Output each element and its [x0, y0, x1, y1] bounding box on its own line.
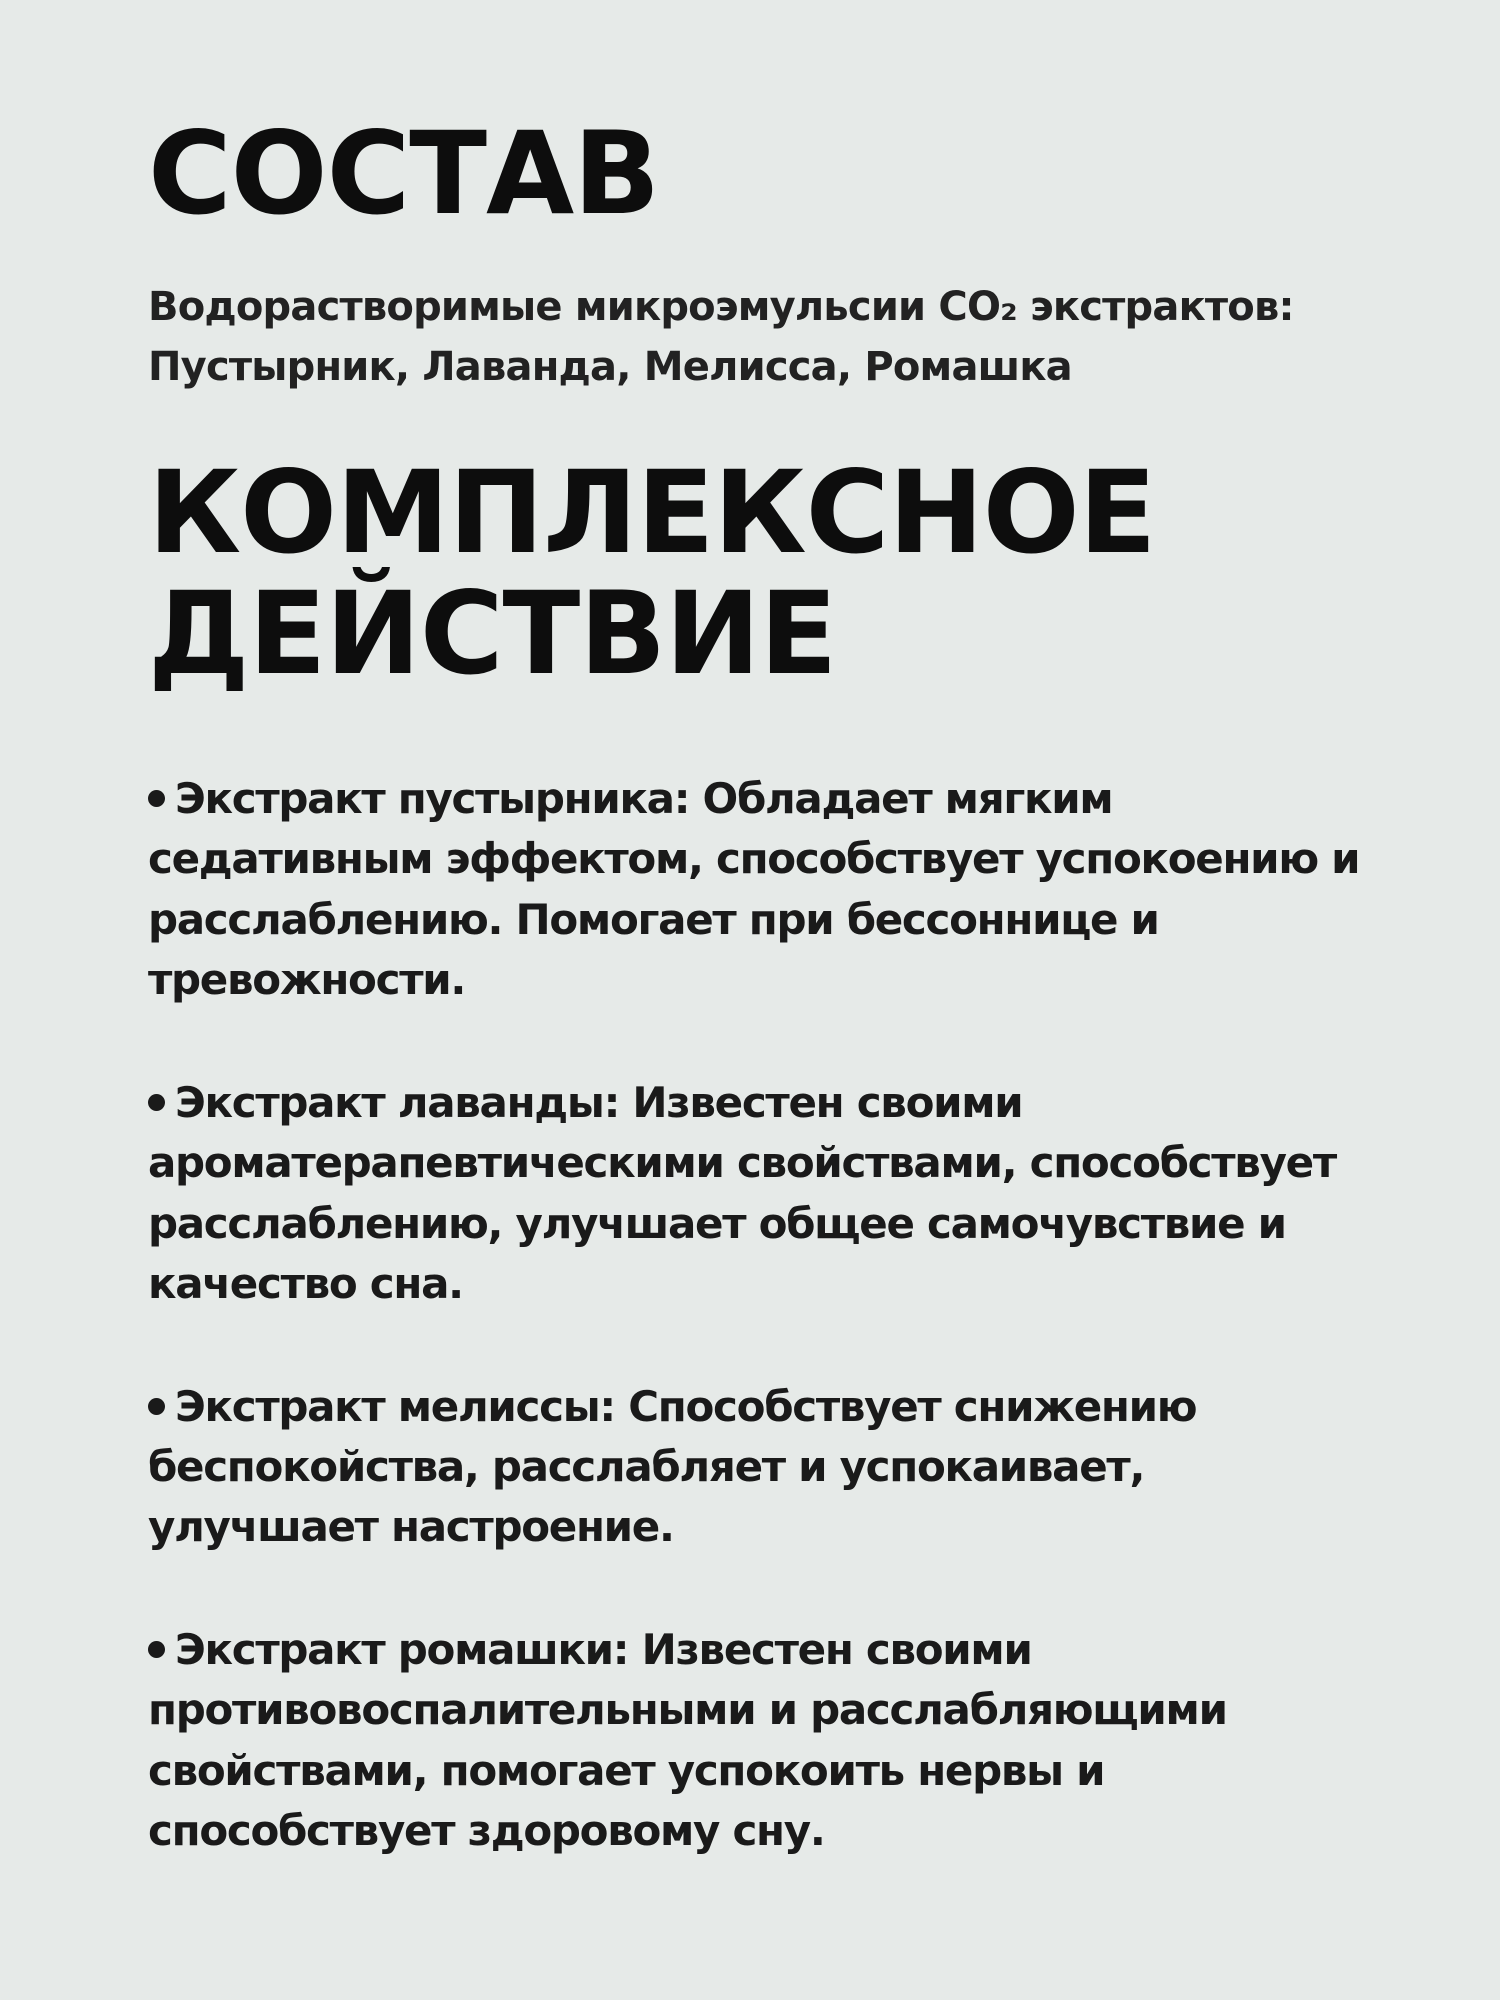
- benefit-text: Экстракт лаванды: Известен своими ароматерапевтическими свойствами, способствует расслаблению, улучшает общее самочувствие и качество сна.: [148, 1077, 1336, 1309]
- bullet-icon: [148, 1094, 165, 1111]
- benefit-text: Экстракт ромашки: Известен своими противовоспалительными и расслабляющими свойствами, помогает успокоить нервы и способствует здоровому сну.: [148, 1624, 1227, 1856]
- benefit-text: Экстракт мелиссы: Способствует снижению беспокойства, расслабляет и успокаивает, улучшает настроение.: [148, 1381, 1197, 1552]
- composition-text: Водорастворимые микроэмульсии CO₂ экстрактов: Пустырник, Лаванда, Мелисса, Ромашка: [148, 284, 1294, 391]
- composition-title: СОСТАВ: [148, 107, 660, 240]
- benefit-text: Экстракт пустырника: Обладает мягким седативным эффектом, способствует успокоению и расслаблению. Помогает при бессоннице и тревожности.: [148, 773, 1360, 1005]
- action-title: КОМПЛЕКСНОЕ ДЕЙСТВИЕ: [148, 446, 1156, 700]
- bullet-icon: [148, 790, 165, 807]
- benefit-motherwort: [148, 769, 1368, 1011]
- benefit-lavender: [148, 1073, 1368, 1315]
- bullet-icon: [148, 1641, 165, 1658]
- benefit-melissa: [148, 1377, 1368, 1558]
- bullet-icon: [148, 1398, 165, 1415]
- benefit-chamomile: [148, 1620, 1368, 1862]
- benefits-list: [148, 769, 1380, 1862]
